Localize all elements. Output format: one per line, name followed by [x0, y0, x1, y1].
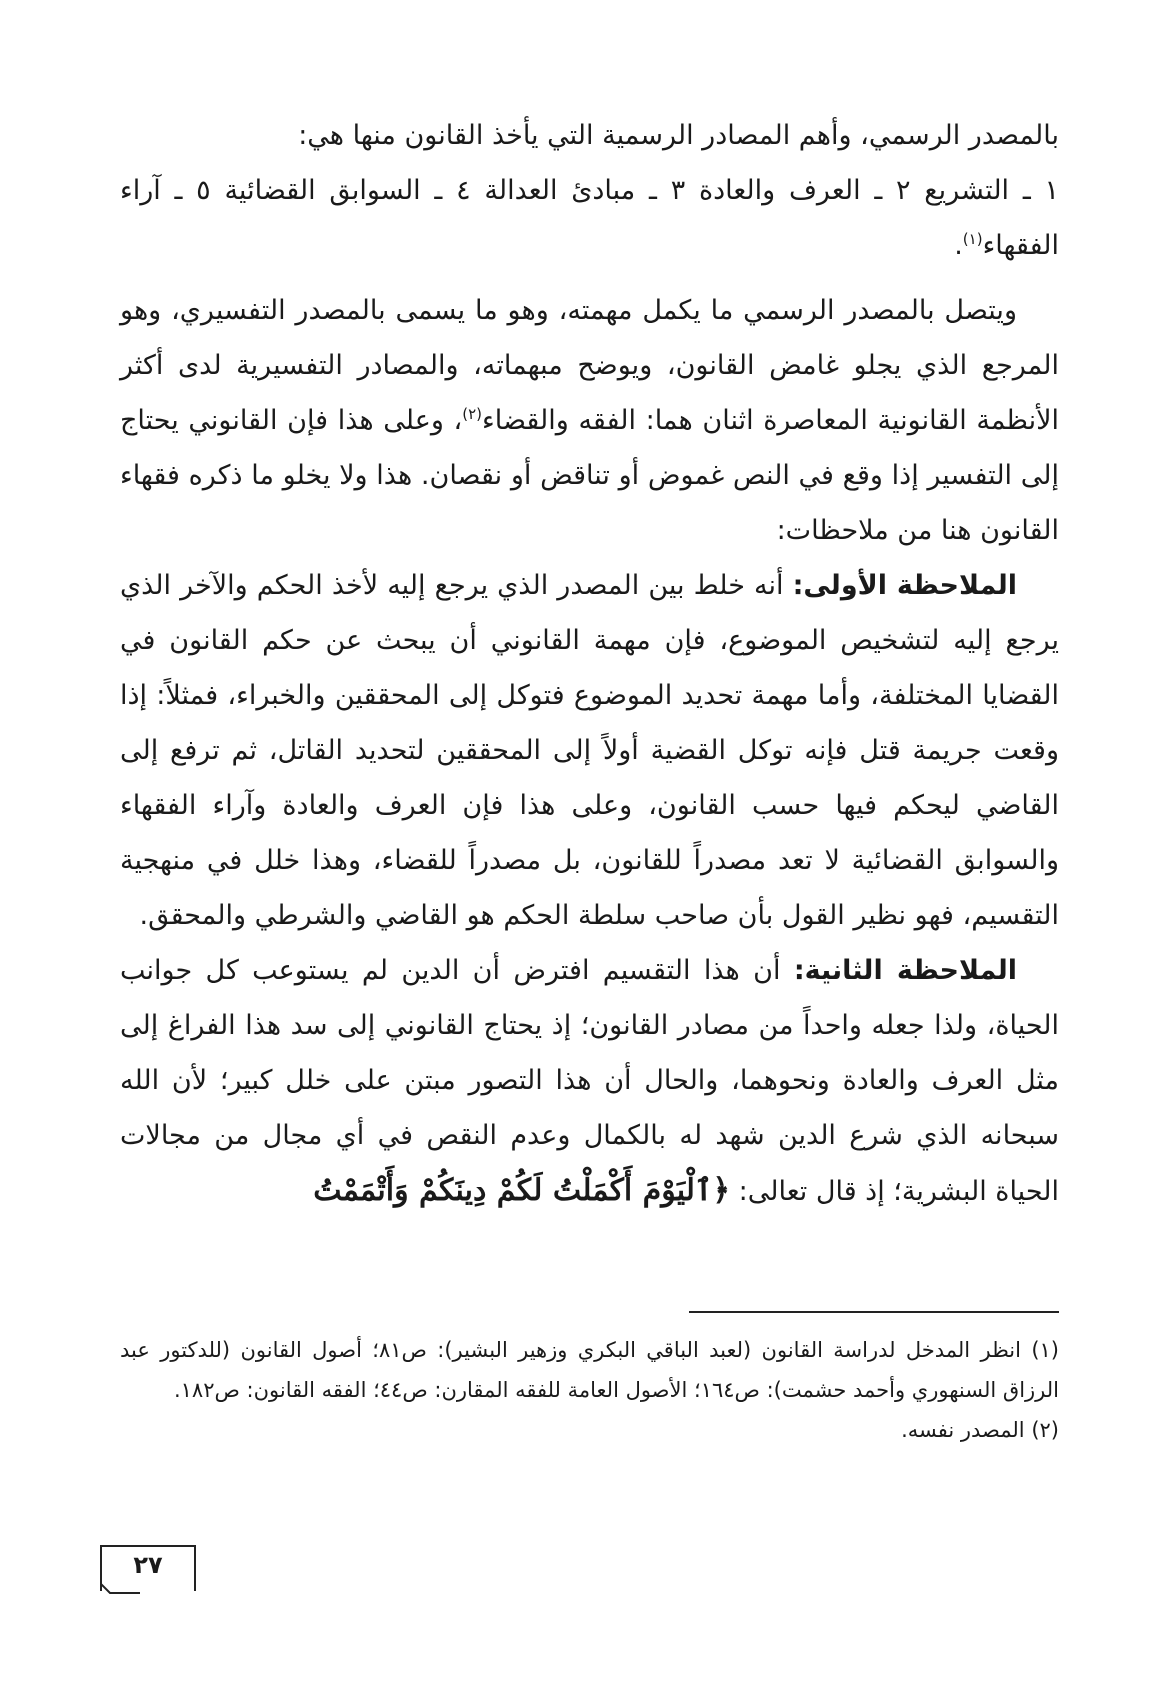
page-number-frame: [100, 1545, 196, 1591]
paragraph-first-note: [120, 558, 1059, 943]
intro-line: بالمصدر الرسمي، وأهم المصادر الرسمية التي يأخذ القانون منها هي:: [298, 120, 1059, 151]
footnotes: [120, 1330, 1059, 1450]
first-note-text: أنه خلط بين المصدر الذي يرجع إليه لأخذ الحكم والآخر الذي يرجع إليه لتشخيص الموضوع، فإن مهمة القانوني أن يبحث عن حكم القانون في القضايا المختلفة، وأما مهمة تحديد الموضوع فتوكل إلى المحققين والخبراء، فمثلاً: إذا وقعت جريمة قتل فإنه توكل القضية أولاً إلى المحققين لتحديد القاتل، ثم ترفع إلى القاضي ليحكم فيها حسب القانون، وعلى هذا فإن العرف والعادة وآراء الفقهاء والسوابق القضائية لا تعد مصدراً للقانون، بل مصدراً للقضاء، وهذا خلل في منهجية التقسيم، فهو نظير القول بأن صاحب سلطة الحكم هو القاضي والشرطي والمحقق.: [120, 570, 1059, 931]
paragraph-2-part-b: ، وعلى هذا فإن القانوني يحتاج إلى التفسير إذا وقع في النص غموض أو تناقض أو نقصان. هذا ولا يخلو ما ذكره فقهاء القانون هنا من ملاحظات:: [120, 405, 1059, 546]
page-number: ٢٧: [133, 1551, 163, 1579]
paragraph-second-note: [120, 943, 1059, 1219]
quran-verse: ﴿ٱلْيَوْمَ أَكْمَلْتُ لَكُمْ دِينَكُمْ وَأَتْمَمْتُ: [313, 1173, 731, 1208]
footnote-ref-2[interactable]: (٢): [462, 405, 483, 423]
sources-list: [120, 163, 1059, 273]
paragraph-interpretive-source: [120, 283, 1059, 558]
second-note-text: أن هذا التقسيم افترض أن الدين لم يستوعب كل جوانب الحياة، ولذا جعله واحداً من مصادر القانون؛ إذ يحتاج القانوني إلى سد هذا الفراغ إلى مثل العرف والعادة ونحوهما، والحال أن هذا التصور مبتن على خلل كبير؛ لأن الله سبحانه الذي شرع الدين شهد له بالكمال وعدم النقص في أي مجال من مجالات الحياة البشرية؛ إذ قال تعالى:: [120, 955, 1059, 1207]
sources-list-end: .: [954, 230, 963, 261]
footnote-divider: [689, 1311, 1059, 1313]
second-note-label: الملاحظة الثانية:: [793, 955, 1017, 986]
sources-list-text: ١ ـ التشريع ٢ ـ العرف والعادة ٣ ـ مبادئ العدالة ٤ ـ السوابق القضائية ٥ ـ آراء الفقهاء: [120, 175, 1060, 261]
footnote-ref-1[interactable]: (١): [962, 230, 983, 248]
first-note-label: الملاحظة الأولى:: [792, 570, 1017, 601]
page-corner-curl-icon: [100, 1583, 140, 1595]
paragraph-2-part-a: ويتصل بالمصدر الرسمي ما يكمل مهمته، وهو ما يسمى بالمصدر التفسيري، وهو المرجع الذي يجلو غامض القانون، ويوضح مبهماته، والمصادر التفسيرية لدى أكثر الأنظمة القانونية المعاصرة اثنان هما: الفقه والقضاء: [120, 295, 1059, 436]
footnote-1: (١) انظر المدخل لدراسة القانون (لعبد الباقي البكري وزهير البشير): ص٨١؛ أصول القانون (للدكتور عبد الرزاق السنهوري وأحمد حشمت): ص١٦٤؛ الأصول العامة للفقه المقارن: ص٤٤؛ الفقه القانون: ص١٨٢.: [120, 1338, 1059, 1402]
footnote-2: (٢) المصدر نفسه.: [901, 1418, 1059, 1442]
main-text: [120, 108, 1059, 1219]
